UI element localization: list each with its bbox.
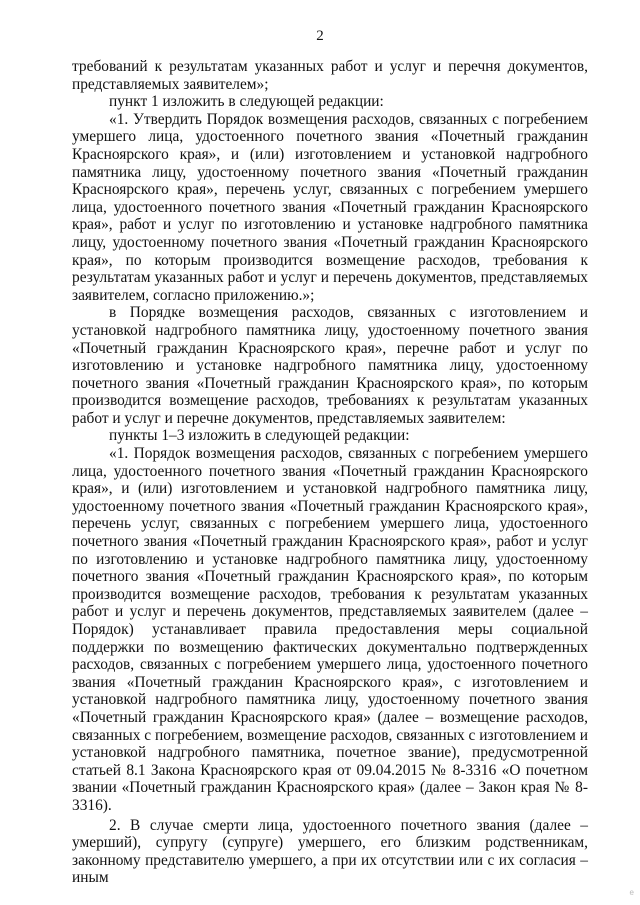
paragraph-procedure-point-1: «1. Порядок возмещения расходов, связанных с погребением умершего лица, удостоенного почетного звания «Почетный гражданин Красноярского края», и (или) изготовлением и установкой надгробного памятника лицу, удостоенному почетного звания «Почетный гражданин Красноярского края», перечень услуг, связанных с погребением умершего лица, удостоенного почетного звания «Почетный гражданин Красноярского края», работ и услуг по изготовлению и установке надгробного памятника лицу, удостоенному почетного звания «Почетный гражданин Красноярского края», по которым производится возмещение расходов, требования к результатам указанных работ и услуг и перечень документов, представляемых заявителем (далее – Порядок) устанавливает правила предоставления меры социальной поддержки по возмещению фактических документально подтвержденных расходов, связанных с погребением умершего лица, удостоенного почетного звания «Почетный гражданин Красноярского края», с изготовлением и установкой надгробного памятника лицу, удостоенному почетного звания «Почетный гражданин Красноярского края» (далее – возмещение расходов, связанных с погребением, возмещение расходов, связанных с изготовлением и установкой надгробного памятника, почетное звание), предусмотренной статьей 8.1 Закона Красноярского края от 09.04.2015 № 8-3316 «О почетном звании «Почетный гражданин Красноярского края» (далее – Закон края № 8-3316).: [72, 445, 588, 814]
corner-mark: е: [629, 888, 634, 897]
paragraph-points-1-3-instruction: пункты 1–3 изложить в следующей редакции:: [109, 427, 410, 445]
paragraph-point-1-instruction: пункт 1 изложить в следующей редакции:: [109, 93, 384, 111]
paragraph-point-1-text: «1. Утвердить Порядок возмещения расходов, связанных с погребением умершего лица, удостоенного почетного звания «Почетный гражданин Красноярского края», и (или) изготовлением и установкой надгробного памятника лицу, удостоенному почетного звания «Почетный гражданин Красноярского края», перечень услуг, связанных с погребением умершего лица, удостоенного почетного звания «Почетный гражданин Красноярского края», работ и услуг по изготовлению и установке надгробного памятника лицу, удостоенному почетного звания «Почетный гражданин Красноярского края», по которым производится возмещение расходов, требования к результатам указанных работ и услуг и перечень документов, представляемых заявителем, согласно приложению.»;: [72, 110, 588, 304]
document-body: [72, 58, 588, 887]
page-number: 2: [316, 28, 324, 44]
paragraph-continuation: требований к результатам указанных работ и услуг и перечня документов, представляемых заявителем»;: [72, 58, 588, 93]
paragraph-procedure-intro: в Порядке возмещения расходов, связанных с изготовлением и установкой надгробного памятника лицу, удостоенному почетного звания «Почетный гражданин Красноярского края», перечне работ и услуг по изготовлению и установке надгробного памятника лицу, удостоенному почетного звания «Почетный гражданин Красноярского края», по которым производится возмещение расходов, требованиях к результатам указанных работ и услуг и перечне документов, представляемых заявителем:: [72, 304, 588, 427]
paragraph-procedure-point-2: 2. В случае смерти лица, удостоенного почетного звания (далее – умерший), супругу (супруге) умершего, его близким родственникам, законному представителю умершего, а при их отсутствии или с их согласия – иным: [72, 816, 588, 887]
